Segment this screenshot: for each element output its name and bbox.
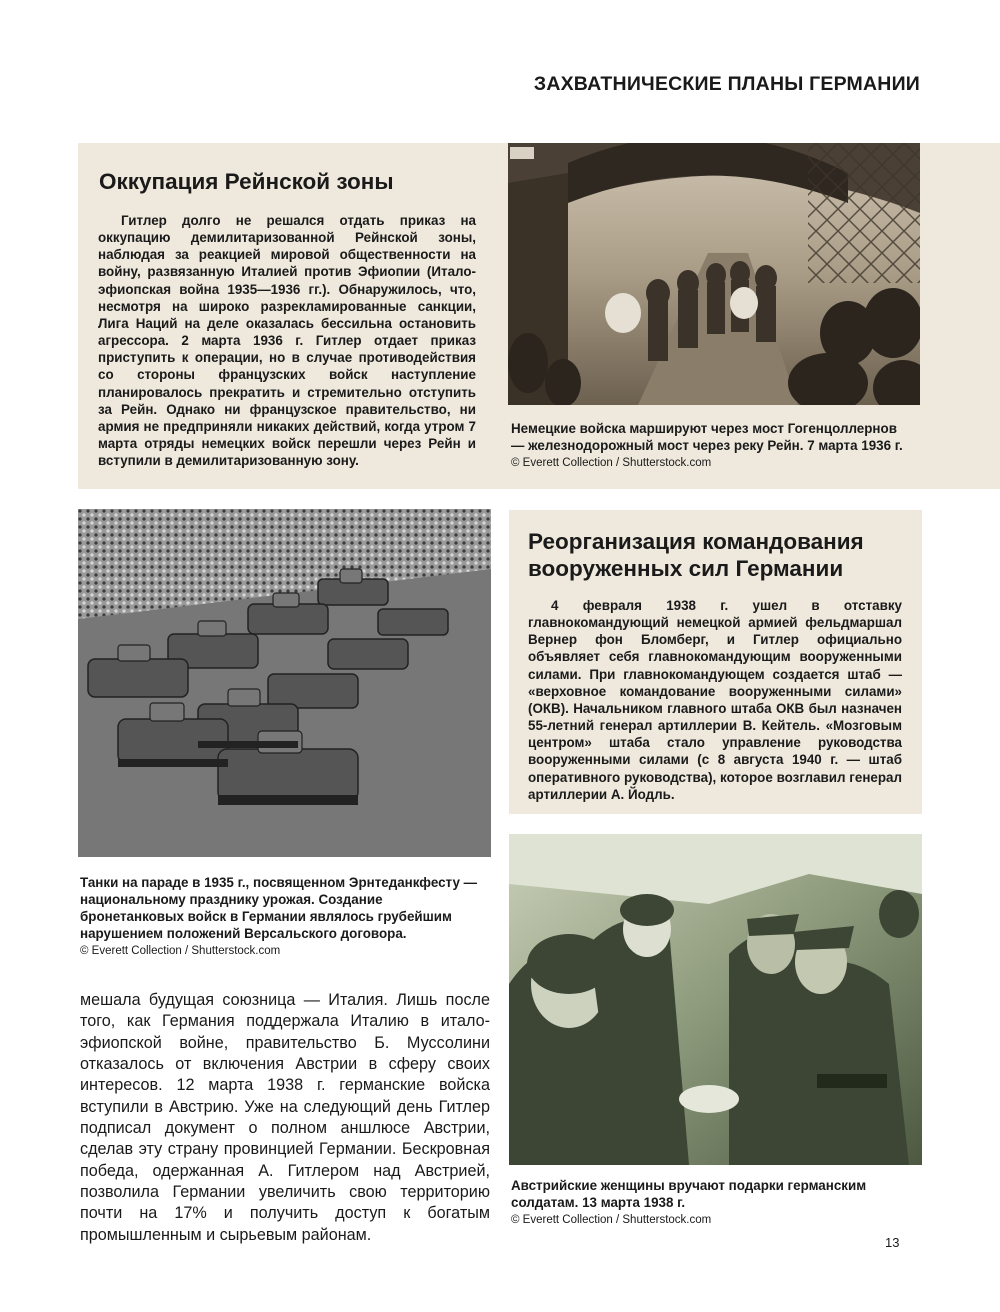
austrian-women-caption — [511, 1177, 921, 1229]
tank-parade-photo-credit: © Everett Collection / Shutterstock.com — [80, 945, 281, 957]
command-heading: Реорганизация командования вооруженных сил Германии — [528, 529, 864, 581]
tank-parade-caption — [80, 874, 490, 960]
bridge-march-caption-text: Немецкие войска маршируют через мост Гогенцоллернов — железнодорожный мост через реку Рейн. 7 марта 1936 г. — [511, 421, 903, 453]
bridge-march-photo — [508, 143, 920, 405]
tank-parade-caption-text: Танки на параде в 1935 г., посвященном Эрнтеданкфесту — национальному празднику урожая. Создание бронетанковых войск в Германии являлось грубейшим нарушением положений Версальского договора. — [80, 875, 478, 941]
main-body-text: мешала будущая союзница — Италия. Лишь после того, как Германия поддержала Италию в итало-эфиопской войне, правительство Б. Муссолини отказалось от включения Австрии в сферу своих интересов. 12 марта 1938 г. германские войска вступили в Австрию. Уже на следующий день Гитлер подписал документ о полном аншлюсе Австрии, сделав эту страну провинцией Германии. Бескровная победа, одержанная А. Гитлером над Австрией, позволила Германии увеличить свою территорию почти на 17% и получить доступ к богатым промышленным и сырьевым районам. — [80, 991, 490, 1244]
bridge-march-photo-credit: © Everett Collection / Shutterstock.com — [511, 457, 712, 469]
rhineland-text: Гитлер долго не решался отдать приказ на оккупацию демилитаризованной Рейнской зоны, наблюдая за реакцией мировой общественности на войну, развязанную Италией против Эфиопии (Итало-эфиопская война 1935—1936 гг.). Обнаружилось, что, несмотря на широко разрекламированные санкции, Лига Наций на деле оказалась бессильна остановить агрессора. 2 марта 1936 г. Гитлер отдает приказ приступить к операции, но в случае противодействия со стороны французских войск наступление планировалось прекратить и стремительно отступить за Рейн. Однако ни французское правительство, ни армия не предприняли никаких действий, когда утром 7 марта отряды немецких войск перешли через Рейн и вступили в демилитаризованную зону. — [98, 213, 476, 469]
section-title: ЗАХВАТНИЧЕСКИЕ ПЛАНЫ ГЕРМАНИИ — [533, 73, 920, 95]
tank-parade-photo — [78, 509, 491, 857]
page-number: 13 — [885, 1235, 900, 1250]
rhineland-heading: Оккупация Рейнской зоны — [99, 169, 394, 194]
austrian-women-caption-text: Австрийские женщины вручают подарки германским солдатам. 13 марта 1938 г. — [511, 1178, 867, 1210]
austrian-women-photo — [509, 834, 922, 1165]
command-text: 4 февраля 1938 г. ушел в отставку главнокомандующий немецкой армией фельдмаршал Вернер фон Бломберг, и Гитлер официально объявляет себя главнокомандующим вооруженными силами. При главнокомандующем создается штаб — «верховное командование вооруженными силами» (ОКВ). Начальником главного штаба ОКВ был назначен 55-летний генерал артиллерии В. Кейтель. «Мозговым центром» штаба стало управление руководства вооруженными силами (с 8 августа 1940 г. — штаб оперативного руководства), которое возглавил генерал артиллерии А. Йодль. — [528, 598, 902, 802]
bridge-march-caption — [511, 420, 911, 472]
austrian-women-photo-credit: © Everett Collection / Shutterstock.com — [511, 1214, 712, 1226]
